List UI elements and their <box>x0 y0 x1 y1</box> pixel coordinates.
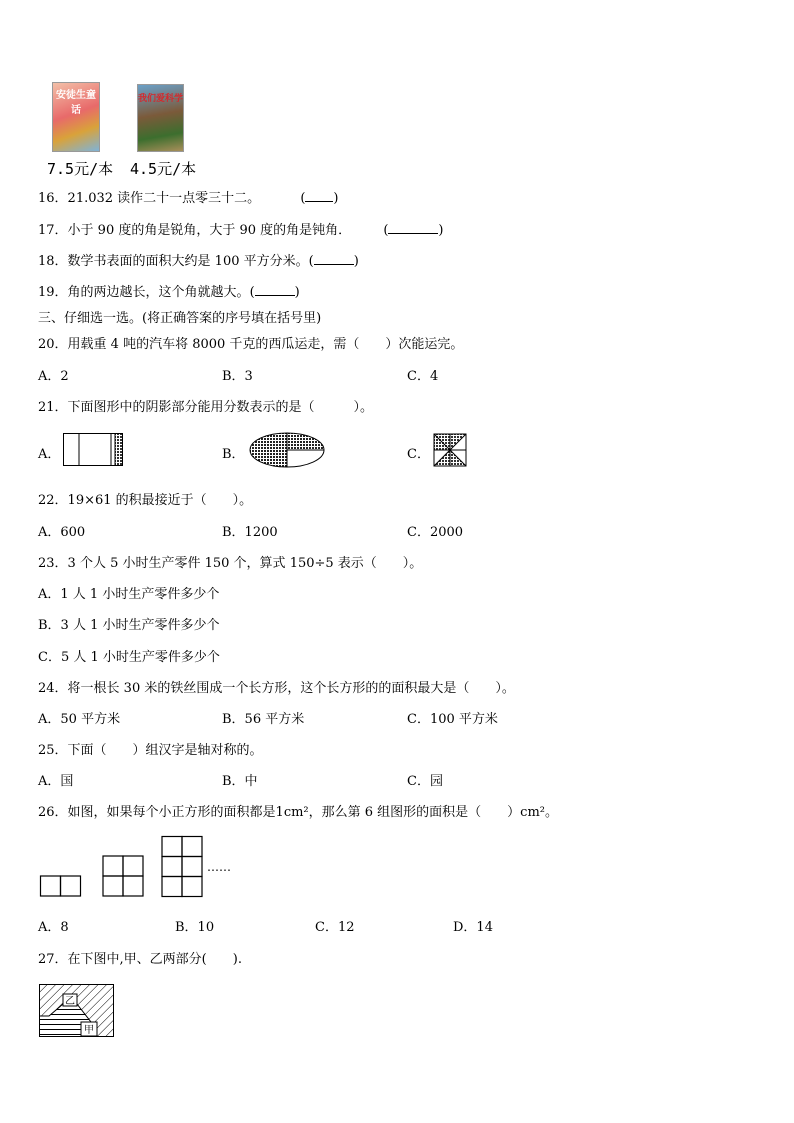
question-22: 22．19×61 的积最接近于（ ）。 <box>38 493 253 508</box>
section-heading-3: 三、仔细选一选。(将正确答案的序号填在括号里) <box>38 311 322 326</box>
option-d[interactable]: D．14 <box>453 920 493 935</box>
option-b[interactable]: B．56 平方米 <box>222 712 305 727</box>
option-c[interactable]: C．园 <box>407 774 443 789</box>
option-a[interactable]: A．1 人 1 小时生产零件多少个 <box>38 587 220 602</box>
question-23: 23．3 个人 5 小时生产零件 150 个，算式 150÷5 表示（ ）。 <box>38 556 423 571</box>
book-title-science: 我们爱科学 <box>138 94 184 104</box>
question-number: 16． <box>38 191 68 206</box>
answer-blank[interactable] <box>388 223 438 234</box>
option-b[interactable]: B．3 人 1 小时生产零件多少个 <box>38 618 220 633</box>
answer-open-paren: ( <box>249 285 255 300</box>
option-b[interactable]: B．1200 <box>222 525 278 540</box>
question-26: 26．如图，如果每个小正方形的面积都是1cm²，那么第 6 组图形的面积是（ ）cm²。 <box>38 805 558 820</box>
question-25: 25．下面（ ）组汉字是轴对称的。 <box>38 743 263 758</box>
question-text: 小于 90 度的角是锐角，大于 90 度的角是钝角． <box>67 223 352 238</box>
answer-close-paren: ) <box>353 254 359 269</box>
answer-close-paren: ) <box>438 223 444 238</box>
option-c-label[interactable]: C． <box>407 447 430 462</box>
answer-open-paren: ( <box>300 191 306 206</box>
label-jia: 甲 <box>84 1025 94 1036</box>
book-price-2: 4.5元/本 <box>130 160 197 178</box>
question-text: 数学书表面的面积大约是 100 平方分米。 <box>67 254 309 269</box>
option-a[interactable]: A．600 <box>38 525 86 540</box>
answer-blank[interactable] <box>255 285 295 296</box>
book-cover-science <box>137 84 184 152</box>
option-a-label[interactable]: A． <box>38 447 61 462</box>
book-price-1: 7.5元/本 <box>47 160 114 178</box>
figure-square-c <box>433 433 467 467</box>
question-16 <box>38 187 338 206</box>
answer-blank[interactable] <box>305 191 333 202</box>
sequence-ellipsis: …… <box>207 860 231 874</box>
option-b[interactable]: B．10 <box>175 920 215 935</box>
option-c[interactable]: C．2000 <box>407 525 464 540</box>
figure-jia-yi <box>39 984 115 1038</box>
option-b[interactable]: B．中 <box>222 774 258 789</box>
question-17 <box>38 219 443 238</box>
question-number: 18． <box>38 254 68 269</box>
question-24: 24．将一根长 30 米的铁丝围成一个长方形，这个长方形的的面积最大是（ ）。 <box>38 681 515 696</box>
question-20: 20．用载重 4 吨的汽车将 8000 千克的西瓜运走，需（ ）次能运完。 <box>38 337 464 352</box>
question-number: 19． <box>38 285 68 300</box>
question-18 <box>38 250 359 269</box>
answer-blank[interactable] <box>314 254 354 265</box>
answer-close-paren: ) <box>294 285 300 300</box>
answer-close-paren: ) <box>333 191 339 206</box>
question-text: 21.032 读作二十一点零三十二。 <box>67 191 261 206</box>
option-c[interactable]: C．12 <box>315 920 355 935</box>
option-c[interactable]: C．5 人 1 小时生产零件多少个 <box>38 650 220 665</box>
book-title-andersen: 安徒生童话 <box>56 90 96 116</box>
question-21: 21．下面图形中的阴影部分能用分数表示的是（ ）。 <box>38 400 374 415</box>
option-a[interactable]: A．8 <box>38 920 69 935</box>
option-a[interactable]: A．2 <box>38 369 69 384</box>
option-c[interactable]: C．100 平方米 <box>407 712 498 727</box>
figure-ellipse-b <box>249 432 325 468</box>
option-c[interactable]: C．4 <box>407 369 439 384</box>
book-cover-andersen <box>52 82 100 152</box>
label-yi: 乙 <box>65 996 75 1007</box>
question-19 <box>38 281 300 300</box>
question-27: 27．在下图中,甲、乙两部分( ). <box>38 952 242 967</box>
answer-open-paren: ( <box>308 254 314 269</box>
figure-rectangle-a <box>63 433 123 467</box>
question-number: 17． <box>38 223 68 238</box>
question-text: 角的两边越长，这个角就越大。 <box>67 285 250 300</box>
option-b-label[interactable]: B． <box>222 447 245 462</box>
answer-open-paren: ( <box>383 223 389 238</box>
option-b[interactable]: B．3 <box>222 369 253 384</box>
option-a[interactable]: A．50 平方米 <box>38 712 121 727</box>
option-a[interactable]: A．国 <box>38 774 74 789</box>
